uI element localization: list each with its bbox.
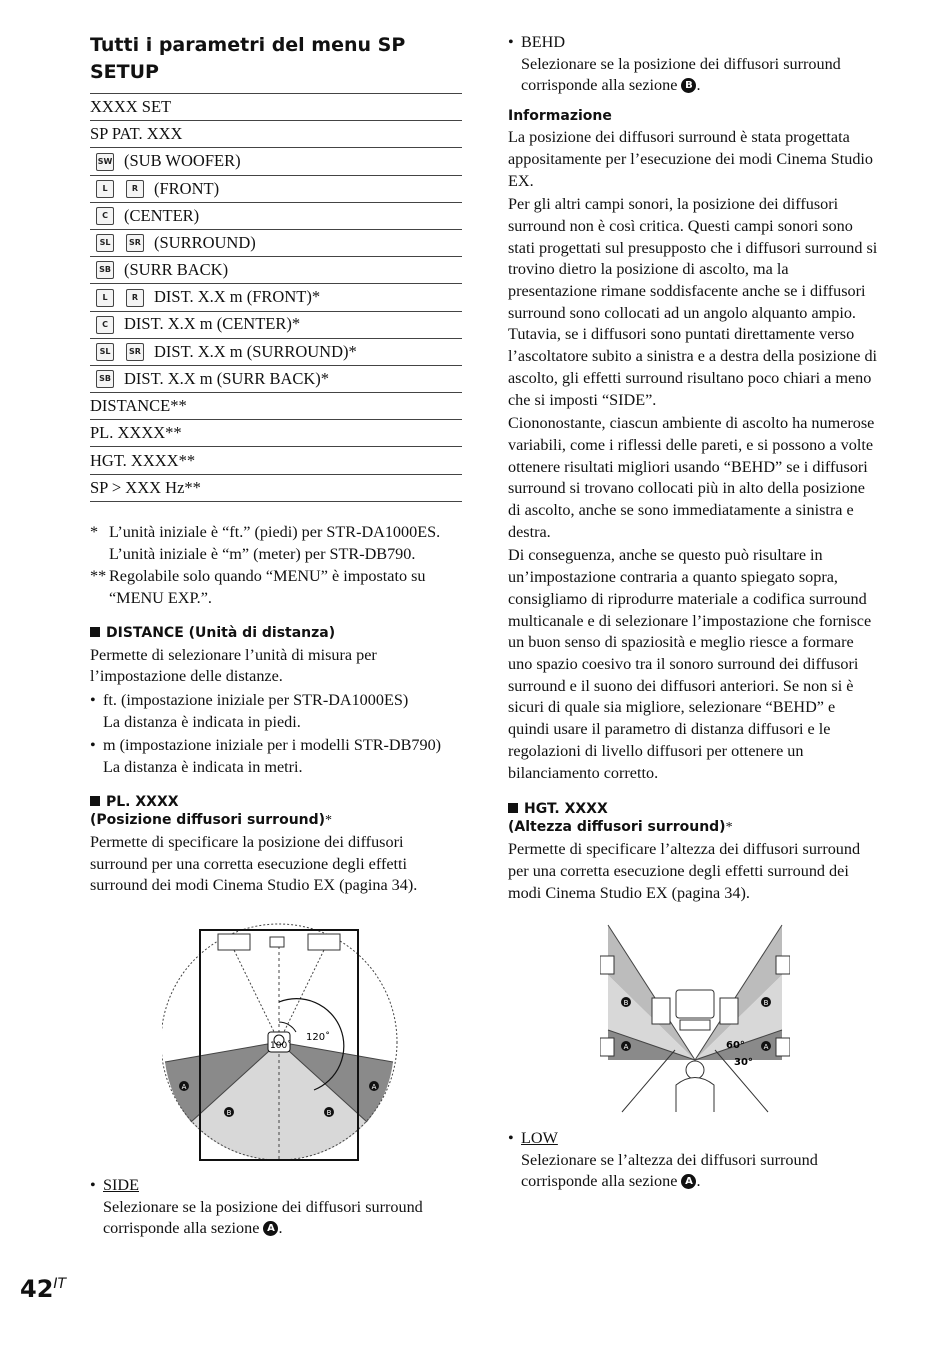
menu-row — [90, 148, 462, 175]
menu-row — [90, 229, 462, 256]
menu-row — [90, 121, 462, 148]
menu-row-label: (FRONT) — [154, 178, 220, 198]
menu-row — [90, 202, 462, 229]
svg-text:A: A — [623, 1043, 629, 1051]
speaker-r-icon: R — [126, 289, 144, 307]
menu-row-label: DIST. X.X m (SURROUND)* — [154, 341, 357, 361]
speaker-sl-icon: SL — [96, 234, 114, 252]
footnote-mark: ** — [90, 567, 107, 586]
pl-heading: PL. XXXX (Posizione diffusori surround)* — [90, 793, 333, 828]
menu-row-label: (CENTER) — [124, 205, 200, 225]
info-paragraph-3: Ciononostante, ciascun ambiente di ascolto ha numerose variabili, come i riflessi delle pareti, e si possono a volte ottenere risultati migliori usando “BEHD” se i diffusori surround si trovano collocati più in alto della posizione di ascolto, anche se sono immediatamente a sinistra e destra. — [508, 414, 875, 541]
behd-option: • BEHD Selezionare se la posizione dei diffusori surround corrisponde alla sezione B . — [508, 33, 841, 95]
svg-text:A: A — [371, 1083, 377, 1091]
speaker-r-icon: R — [126, 180, 144, 198]
menu-row-label: DISTANCE** — [90, 396, 187, 416]
menu-parameter-table — [90, 93, 462, 502]
menu-row-label: XXXX SET — [90, 97, 172, 117]
speaker-position-diagram — [162, 920, 402, 1170]
hgt-intro: Permette di specificare l’altezza dei diffusori surround per una corretta esecuzione degli effetti surround dei modi Cinema Studio EX (pagina 34). — [508, 840, 861, 902]
menu-row — [90, 420, 462, 447]
speaker-sl-icon: SL — [96, 343, 114, 361]
speaker-sr-icon: SR — [126, 234, 144, 252]
info-heading: Informazione — [508, 108, 612, 125]
speaker-sb-icon: SB — [96, 370, 114, 388]
speaker-l-icon: L — [96, 180, 114, 198]
menu-row-label: HGT. XXXX** — [90, 450, 196, 470]
square-bullet-icon — [90, 627, 100, 637]
menu-row — [90, 175, 462, 202]
page-number: $42^{IT}$ — [20, 1275, 67, 1303]
info-paragraph-2: Per gli altri campi sonori, la posizione dei diffusori surround non è così critica. Questi campi sonori sono stati progettati sul presupposto che i diffusori surround si trovino dietro la posizione di ascolto, ma la presentazione rimane soddisfacente anche se i diffusori surround sono collocati ad un angolo alquanto ampio. Tutavia, se i diffusori sono puntati direttamente verso l’ascoltatore subito a sinistra e a destra della posizione di ascolto, gli effetti surround risultano poco chiari a meno che si imposti “SIDE”. — [508, 195, 878, 409]
svg-text:B: B — [226, 1109, 232, 1117]
left-column — [90, 30, 462, 1238]
speaker-c-icon: C — [96, 207, 114, 225]
angle-30-label: 30° — [734, 1057, 753, 1068]
menu-row — [90, 338, 462, 365]
speaker-height-diagram — [600, 920, 790, 1115]
angle-120-label: 120˚ — [306, 1032, 331, 1043]
hgt-heading: HGT. XXXX (Altezza diffusori surround)* — [508, 801, 733, 836]
menu-row-label: SP > XXX Hz** — [90, 477, 201, 497]
marker-a-icon: A — [263, 1221, 278, 1236]
speaker-sr-icon: SR — [126, 343, 144, 361]
distance-heading: DISTANCE (Unità di distanza) — [90, 624, 462, 642]
menu-row-label: DIST. X.X m (SURR BACK)* — [124, 368, 330, 388]
marker-a-icon: A — [681, 1174, 696, 1189]
menu-row-label: SP PAT. XXX — [90, 124, 183, 144]
side-option: • SIDE Selezionare se la posizione dei diffusori surround corrisponde alla sezione A . — [90, 1176, 423, 1238]
svg-text:A: A — [181, 1083, 187, 1091]
menu-row-label: DIST. X.X m (FRONT)* — [154, 287, 321, 307]
menu-row-label: (SURROUND) — [154, 232, 256, 252]
distance-intro: Permette di selezionare l’unità di misura per l’impostazione delle distanze. — [90, 645, 377, 686]
menu-row — [90, 447, 462, 474]
square-bullet-icon — [508, 803, 518, 813]
footnote-line: Regolabile solo quando “MENU” è impostato su — [109, 567, 426, 586]
distance-option-m: • m (impostazione iniziale per i modelli STR-DB790) La distanza è indicata in metri. — [90, 736, 442, 777]
low-option: • LOW Selezionare se l’altezza dei diffusori surround corrisponde alla sezione A . — [508, 1129, 818, 1191]
speaker-sw-icon: SW — [96, 153, 114, 171]
footnote-line: “MENU EXP.”. — [109, 588, 212, 607]
distance-option-ft: • ft. (impostazione iniziale per STR-DA1000ES) La distanza è indicata in piedi. — [90, 691, 409, 731]
menu-row-label: PL. XXXX** — [90, 423, 182, 443]
info-paragraph-4: Di conseguenza, anche se questo può risultare in un’impostazione contraria a quanto spiegato sopra, consigliamo di riprodurre materiale a codifica surround multicanale e di selezionare l’impostazione che fornisce un buon senso di spaziosità e meglio riesce a formare uno spazio coesivo tra il sonoro surround dei diffusori surround e il suono dei diffusori anteriori. Se non si è sicuri di quale sia migliore, selezionare “BEHD” e quindi usare il parametro di distanza diffusori e le regolazioni di livello diffusori per ottenere un bilanciamento corretto. — [508, 546, 872, 782]
menu-row-label: (SUB WOOFER) — [124, 151, 241, 171]
svg-text:A: A — [763, 1043, 769, 1051]
footnote-double — [90, 566, 462, 609]
side-label: SIDE — [103, 1176, 139, 1194]
footnote-line: L’unità iniziale è “ft.” (piedi) per STR-DA1000ES. — [109, 522, 441, 541]
menu-row — [90, 311, 462, 338]
menu-row — [90, 257, 462, 284]
menu-row — [90, 94, 462, 121]
footnote-mark: * — [90, 522, 99, 541]
footnote-line: L’unità iniziale è “m” (meter) per STR-DB790. — [109, 544, 416, 563]
menu-row-label: DIST. X.X m (CENTER)* — [124, 314, 301, 334]
footnote-single — [90, 522, 462, 565]
speaker-c-icon: C — [96, 316, 114, 334]
menu-row — [90, 474, 462, 501]
page-title: Tutti i parametri del menu SP SETUP — [90, 34, 406, 83]
square-bullet-icon — [90, 796, 100, 806]
menu-row-label: (SURR BACK) — [124, 260, 229, 280]
menu-row — [90, 365, 462, 392]
menu-row — [90, 393, 462, 420]
angle-100-label: 100˚ — [270, 1041, 292, 1051]
marker-b-icon: B — [681, 78, 696, 93]
svg-text:B: B — [623, 999, 629, 1007]
speaker-sb-icon: SB — [96, 261, 114, 279]
pl-intro: Permette di specificare la posizione dei diffusori surround per una corretta esecuzione degli effetti surround dei modi Cinema Studio EX (pagina 34). — [90, 832, 418, 895]
low-label: LOW — [521, 1129, 558, 1147]
angle-60-label: 60° — [726, 1040, 745, 1051]
svg-text:B: B — [763, 999, 769, 1007]
right-column — [508, 30, 880, 1191]
svg-text:B: B — [326, 1109, 332, 1117]
behd-label: BEHD — [521, 33, 566, 51]
speaker-l-icon: L — [96, 289, 114, 307]
info-paragraph-1: La posizione dei diffusori surround è stata progettata appositamente per l’esecuzione dei modi Cinema Studio EX. — [508, 128, 874, 190]
menu-row — [90, 284, 462, 311]
